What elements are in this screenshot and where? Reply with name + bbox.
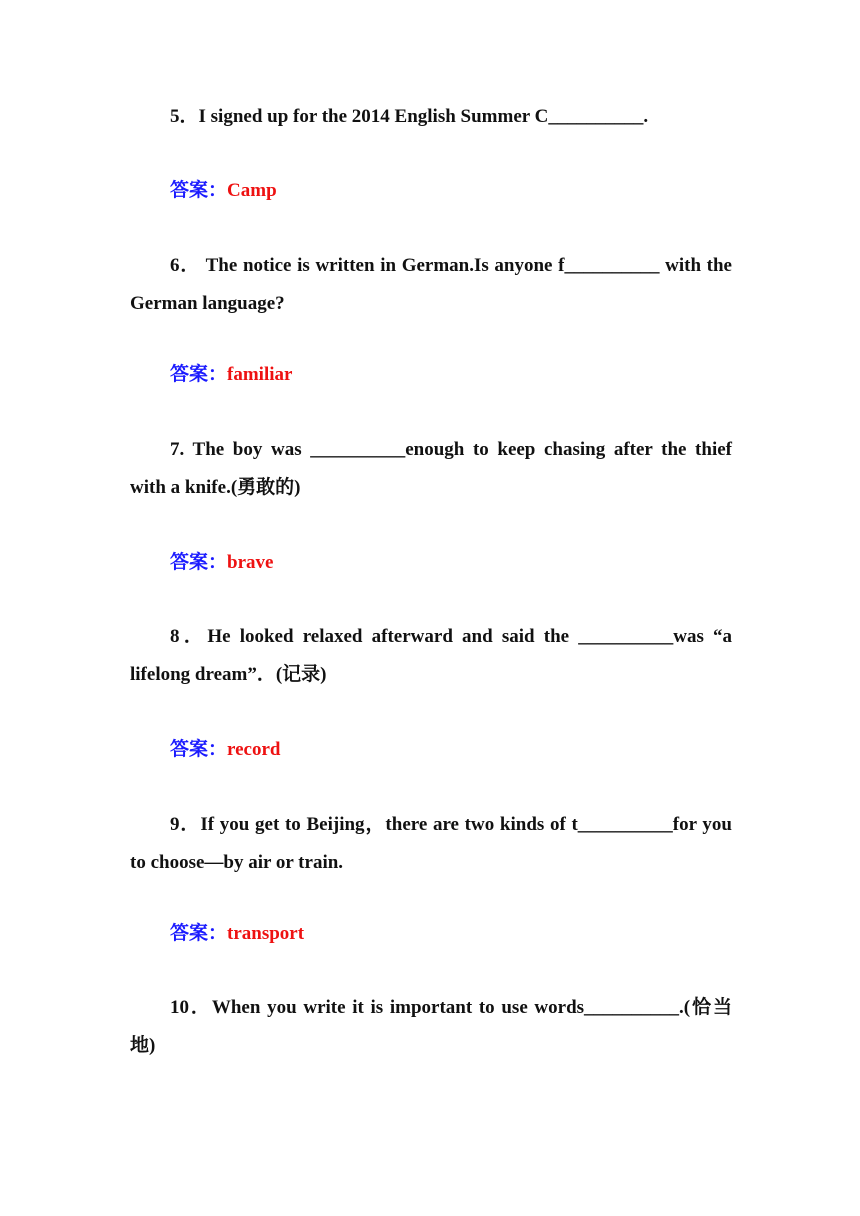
question-number: 6．: [170, 255, 201, 276]
answer-6: [170, 356, 292, 394]
question-number: 8．: [170, 626, 208, 647]
answer-value: record: [227, 739, 281, 760]
answer-value: Camp: [227, 180, 277, 201]
question-text: When you write it is important to use words__________.(恰当地): [130, 997, 732, 1056]
answer-label: 答案：: [170, 552, 228, 573]
answer-label: 答案：: [170, 739, 228, 760]
answer-8: [170, 731, 280, 769]
answer-9: [170, 915, 304, 953]
answer-value: familiar: [227, 364, 293, 385]
answer-7: [170, 544, 273, 582]
answer-label: 答案：: [170, 180, 228, 201]
question-text: I signed up for the 2014 English Summer C__________.: [198, 106, 649, 127]
question-text: He looked relaxed afterward and said the __________was “a lifelong dream”．(记录): [130, 626, 732, 685]
question-10: [130, 989, 732, 1065]
question-text: The boy was __________enough to keep chasing after the thief with a knife.(勇敢的): [130, 439, 732, 498]
question-number: 10．: [170, 997, 212, 1018]
answer-value: brave: [227, 552, 274, 573]
question-text: The notice is written in German.Is anyone f__________ with the German language?: [130, 255, 732, 314]
question-number: 7.: [170, 439, 185, 460]
question-6: [130, 247, 732, 323]
answer-5: [170, 172, 277, 210]
answer-label: 答案：: [170, 364, 228, 385]
question-5: [130, 98, 732, 136]
question-8: [130, 618, 732, 694]
answer-label: 答案：: [170, 923, 228, 944]
question-9: [130, 806, 732, 882]
question-number: 5．: [170, 106, 199, 127]
question-number: 9．: [170, 814, 201, 835]
question-text: If you get to Beijing，there are two kinds of t__________for you to choose—by air or train.: [130, 814, 732, 873]
answer-value: transport: [227, 923, 305, 944]
question-7: [130, 431, 732, 507]
